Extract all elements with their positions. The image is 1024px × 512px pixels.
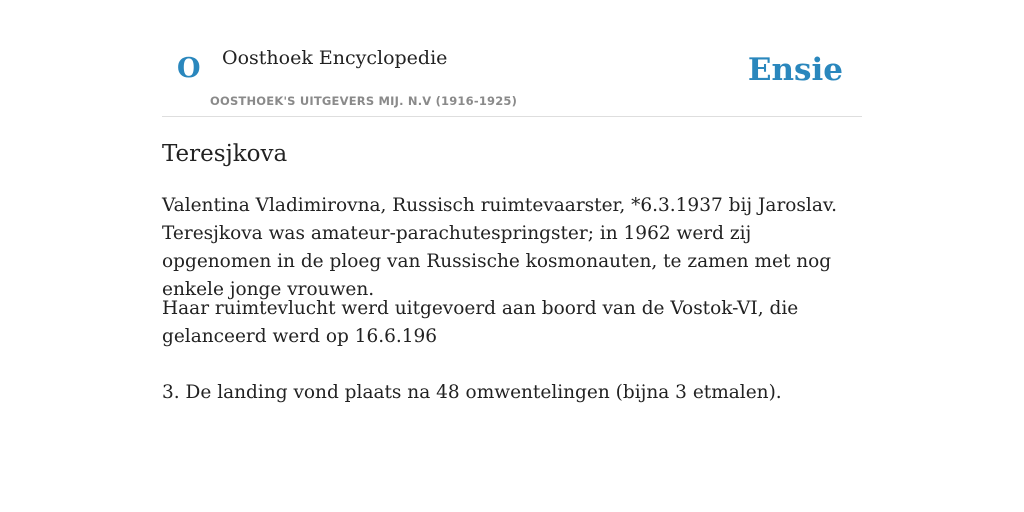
article-title: Teresjkova	[162, 141, 288, 167]
logo-icon[interactable]: O	[177, 53, 201, 84]
article-paragraph: 3. De landing vond plaats na 48 omwentelingen (bijna 3 etmalen).	[162, 382, 782, 403]
brand-logo[interactable]: Ensie	[747, 52, 843, 88]
article-paragraph: Haar ruimtevlucht werd uitgevoerd aan boord van de Vostok-VI, die gelanceerd werd op 16.6.196	[162, 298, 799, 347]
publisher-subtitle: OOSTHOEK'S UITGEVERS MIJ. N.V (1916-1925)	[210, 94, 518, 108]
site-header	[162, 0, 862, 117]
site-title[interactable]: Oosthoek Encyclopedie	[222, 47, 448, 69]
article-paragraph: Valentina Vladimirovna, Russisch ruimtevaarster, *6.3.1937 bij Jaroslav. Teresjkova was amateur-parachutespringster; in 1962 werd zij opgenomen in de ploeg van Russische kosmonauten, te zamen met nog enkele jonge vrouwen.	[162, 195, 838, 300]
